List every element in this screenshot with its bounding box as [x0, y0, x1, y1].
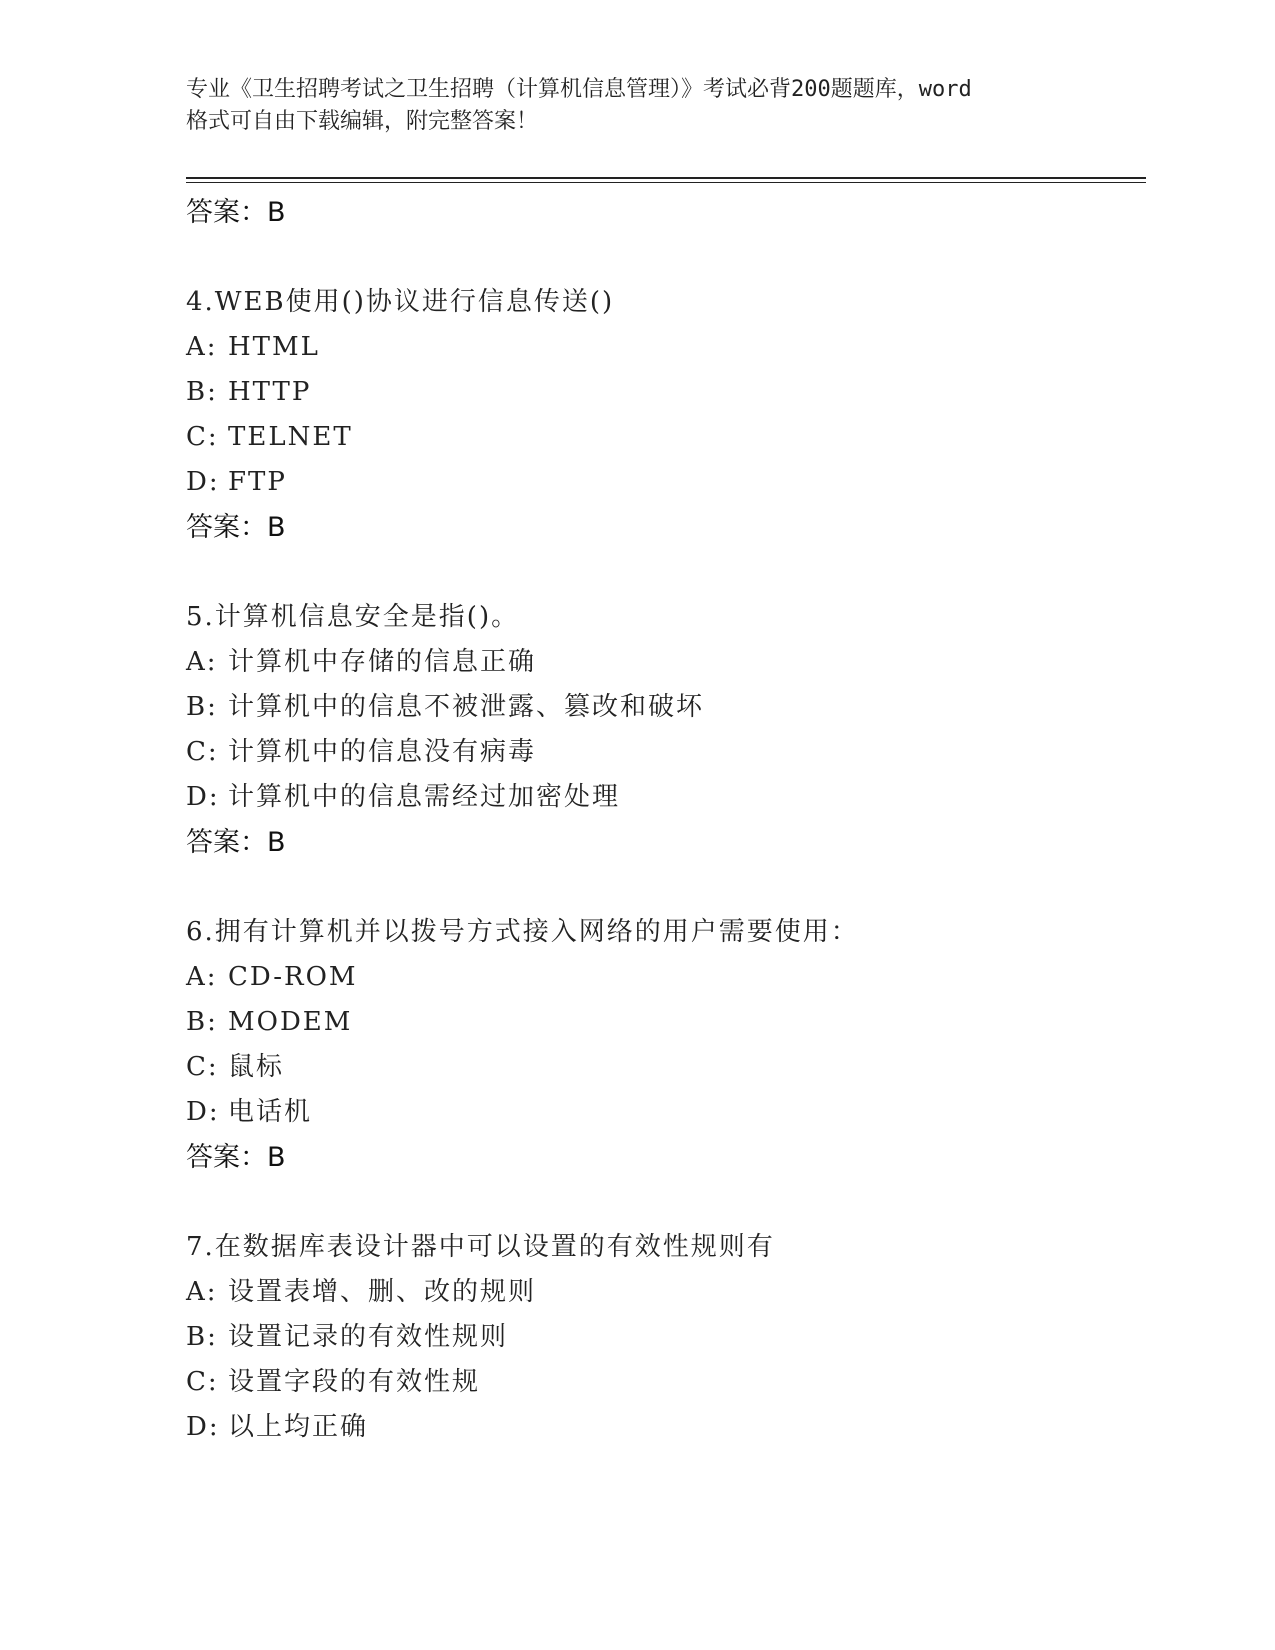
- option-letter: D:: [186, 1412, 220, 1442]
- option-letter: B:: [186, 1007, 218, 1037]
- option-letter: B:: [186, 377, 218, 407]
- option-letter: C:: [186, 1052, 219, 1082]
- option-text: HTTP: [228, 377, 312, 407]
- question-5-text: 5.计算机信息安全是指()。: [186, 602, 520, 632]
- question-block-5: [186, 595, 1146, 866]
- question-4-option-c: [186, 415, 1146, 460]
- option-letter: A:: [186, 962, 218, 992]
- header-line-1: 专业《卫生招聘考试之卫生招聘（计算机信息管理）》考试必背200题题库，word: [186, 77, 972, 102]
- question-7-text: 7.在数据库表设计器中可以设置的有效性规则有: [186, 1232, 775, 1262]
- header-divider-thick: [186, 177, 1146, 179]
- header-line-2: 格式可自由下载编辑，附完整答案！: [186, 109, 539, 134]
- option-letter: A:: [186, 647, 218, 677]
- answer-6: 答案：B: [186, 1142, 286, 1173]
- option-text: FTP: [228, 467, 287, 497]
- question-block-6: [186, 910, 1146, 1181]
- option-letter: C:: [186, 1367, 219, 1397]
- answer-3: 答案：B: [186, 197, 286, 228]
- document-header: [186, 74, 1086, 138]
- option-text: 计算机中的信息没有病毒: [228, 737, 537, 767]
- option-letter: D:: [186, 1097, 220, 1127]
- question-7-option-a: [186, 1270, 1146, 1315]
- question-5-option-d: [186, 775, 1146, 820]
- option-letter: C:: [186, 422, 219, 452]
- question-5-option-b: [186, 685, 1146, 730]
- question-4-option-b: [186, 370, 1146, 415]
- question-list: [186, 190, 1146, 1450]
- option-letter: B:: [186, 1322, 218, 1352]
- option-text: TELNET: [228, 422, 353, 452]
- option-letter: C:: [186, 737, 219, 767]
- question-block-4: [186, 280, 1146, 551]
- question-5-option-a: [186, 640, 1146, 685]
- question-7-option-b: [186, 1315, 1146, 1360]
- question-7-option-d: [186, 1405, 1146, 1450]
- question-6-option-d: [186, 1090, 1146, 1135]
- question-6-option-c: [186, 1045, 1146, 1090]
- option-text: HTML: [228, 332, 320, 362]
- option-letter: D:: [186, 467, 220, 497]
- option-text: 设置字段的有效性规: [228, 1367, 481, 1397]
- answer-4: 答案：B: [186, 512, 286, 543]
- header-divider-thin: [186, 182, 1146, 183]
- option-text: 以上均正确: [228, 1412, 369, 1442]
- option-text: 计算机中的信息不被泄露、篡改和破坏: [228, 692, 705, 722]
- option-text: MODEM: [228, 1007, 353, 1037]
- question-6-option-b: [186, 1000, 1146, 1045]
- question-block-7: [186, 1225, 1146, 1450]
- option-text: 电话机: [228, 1097, 313, 1127]
- option-letter: D:: [186, 782, 220, 812]
- question-6-option-a: [186, 955, 1146, 1000]
- option-text: 设置记录的有效性规则: [228, 1322, 509, 1352]
- option-text: CD-ROM: [228, 962, 358, 992]
- option-letter: A:: [186, 332, 218, 362]
- question-5-option-c: [186, 730, 1146, 775]
- question-4-option-d: [186, 460, 1146, 505]
- option-letter: B:: [186, 692, 218, 722]
- option-text: 设置表增、删、改的规则: [228, 1277, 537, 1307]
- question-4-option-a: [186, 325, 1146, 370]
- option-text: 鼠标: [228, 1052, 285, 1082]
- option-text: 计算机中的信息需经过加密处理: [228, 782, 621, 812]
- question-4-text: 4.WEB使用()协议进行信息传送(): [186, 287, 615, 317]
- question-7-option-c: [186, 1360, 1146, 1405]
- answer-5: 答案：B: [186, 827, 286, 858]
- option-text: 计算机中存储的信息正确: [228, 647, 537, 677]
- option-letter: A:: [186, 1277, 218, 1307]
- question-6-text: 6.拥有计算机并以拨号方式接入网络的用户需要使用：: [186, 917, 859, 947]
